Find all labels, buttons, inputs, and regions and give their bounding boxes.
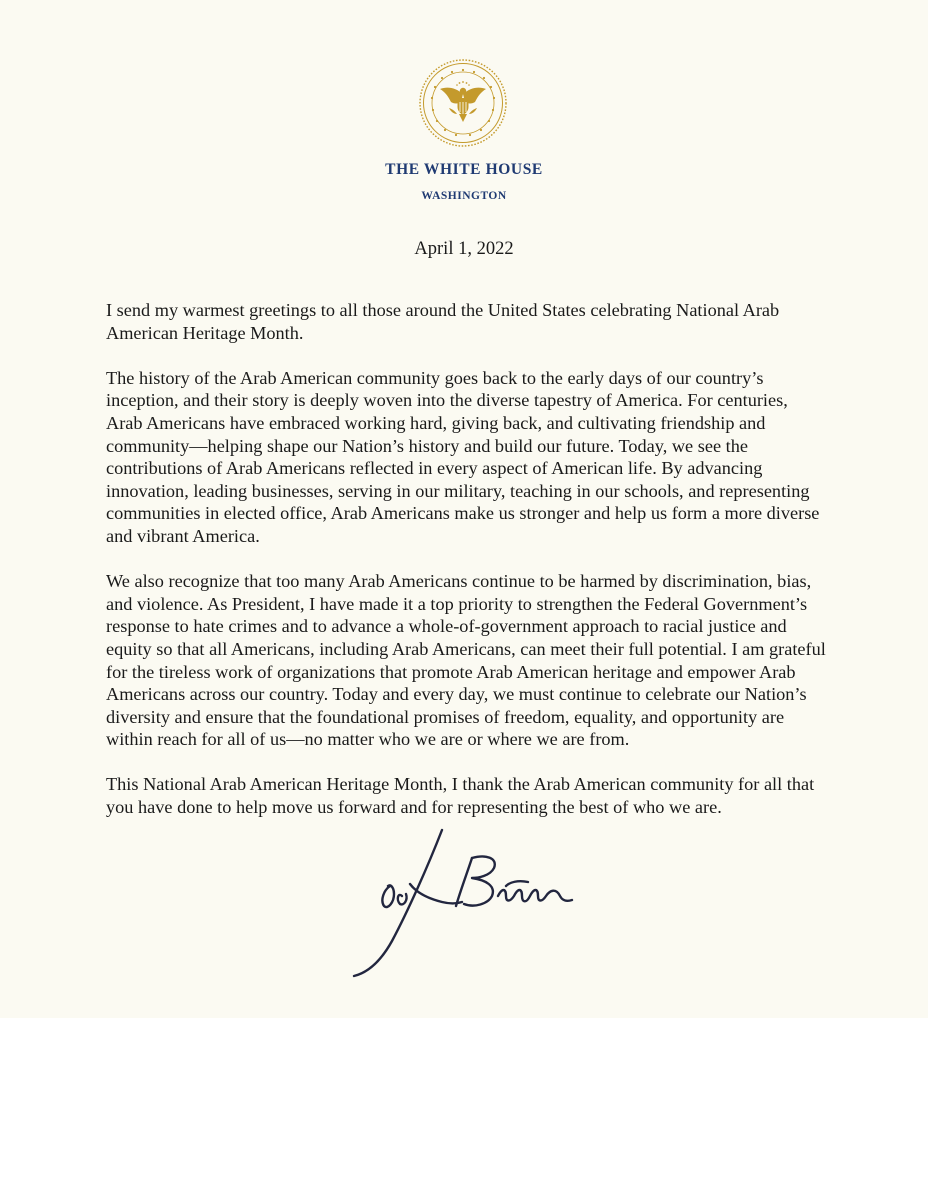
letter-paragraph: We also recognize that too many Arab Americans continue to be harmed by discrimination, bias, and violence. As President, I have made it a top priority to strengthen the Federal Government’s response to hate crimes and to advance a whole-of-government approach to racial justice and equity so that all Americans, including Arab Americans, can meet their full potential. I am grateful for the tireless work of organizations that promote Arab American heritage and empower Arab Americans across our country. Today and every day, we must continue to celebrate our Nation’s diversity and ensure that the foundational promises of freedom, equality, and opportunity are within reach for all of us—no matter who we are or where we are from. xyxy=(106,571,826,750)
letter-paragraph: I send my warmest greetings to all those around the United States celebrating National Arab American Heritage Month. xyxy=(106,300,780,343)
letter-body xyxy=(106,299,826,841)
letter-paragraph: The history of the Arab American community goes back to the early days of our country’s inception, and their story is deeply woven into the diverse tapestry of America. For centuries, Arab Americans have embraced working hard, giving back, and cultivating friendship and community—helping shape our Nation’s history and build our future. Today, we see the contributions of Arab Americans reflected in every aspect of American life. By advancing innovation, leading businesses, serving in our military, teaching in our schools, and representing communities in elected office, Arab Americans make us stronger and help us form a more diverse and vibrant America. xyxy=(106,367,820,546)
signature-icon xyxy=(346,826,576,978)
letterhead-title: THE WHITE HOUSE xyxy=(385,161,543,178)
letter-paragraph: This National Arab American Heritage Month, I thank the Arab American community for all that you have done to help move us forward and for representing the best of who we are. xyxy=(106,774,815,818)
letter-date: April 1, 2022 xyxy=(414,239,514,259)
letterhead-subtitle: WASHINGTON xyxy=(421,190,507,202)
blank-area xyxy=(0,1018,928,1200)
presidential-seal-icon xyxy=(418,58,508,148)
